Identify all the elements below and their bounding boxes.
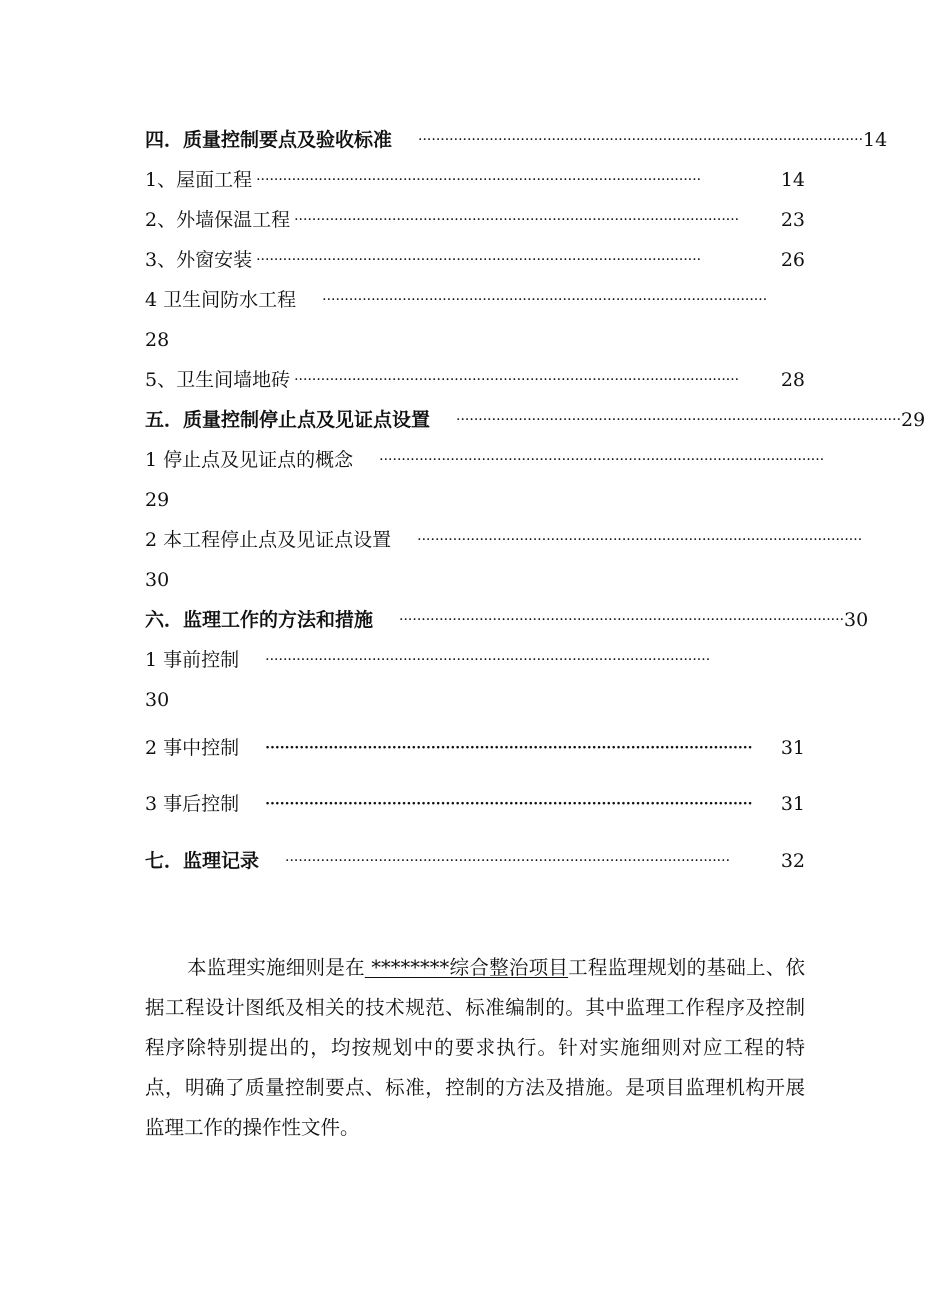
toc-leader-dots: ····································································································: [294, 212, 740, 228]
toc-entry-page: 30: [145, 689, 170, 711]
toc-leader-dots: ····································································································: [256, 172, 702, 188]
toc-entry[interactable]: [145, 360, 805, 400]
toc-leader-dots: ····································································································: [256, 252, 702, 268]
toc-entry-page: 26: [780, 249, 805, 271]
toc-entry-page: 14: [863, 129, 888, 151]
toc-entry[interactable]: [145, 280, 805, 320]
toc-entry-title: 4 卫生间防水工程: [145, 289, 297, 311]
toc-entry-title: 3 事后控制: [145, 793, 240, 815]
toc-entry-title: 2、外墙保温工程: [145, 209, 291, 231]
toc-entry[interactable]: [145, 600, 869, 640]
toc-entry-page: 30: [844, 609, 869, 631]
toc-entry-page: 31: [780, 793, 805, 815]
toc-entry-title: 2 事中控制: [145, 737, 240, 759]
toc-entry-title: 1 事前控制: [145, 649, 240, 671]
toc-entry-page: 30: [145, 569, 170, 591]
toc-entry-title: 五．质量控制停止点及见证点设置: [145, 409, 431, 431]
table-of-contents: [145, 120, 926, 890]
toc-leader-dots: ····································································································: [399, 612, 845, 628]
toc-entry-page: 32: [780, 850, 805, 872]
toc-leader-dots: ····································································································: [265, 796, 753, 812]
toc-entry[interactable]: [145, 640, 805, 680]
toc-entry-title: 5、卫生间墙地砖: [145, 369, 291, 391]
intro-text-rest: 工程监理规划的基础上、依据工程设计图纸及相关的技术规范、标准编制的。其中监理工作程序及控制程序除特别提出的，均按规划中的要求执行。针对实施细则对应工程的特点，明确了质量控制要点、标准，控制的方法及措施。是项目监理机构开展监理工作的操作性文件。: [145, 955, 805, 1139]
toc-entry[interactable]: [145, 160, 805, 200]
toc-leader-dots: ····································································································: [265, 652, 711, 668]
toc-entry[interactable]: [145, 520, 863, 560]
toc-entry[interactable]: [145, 240, 805, 280]
toc-leader-dots: ····································································································: [418, 132, 864, 148]
intro-paragraph: [145, 948, 805, 1148]
toc-leader-dots: ····································································································: [417, 532, 863, 548]
toc-leader-dots: ····································································································: [265, 740, 753, 756]
toc-entry-title: 3、外窗安装: [145, 249, 253, 271]
toc-entry[interactable]: [145, 400, 926, 440]
toc-entry-title: 七．监理记录: [145, 850, 260, 872]
toc-entry[interactable]: [145, 832, 805, 890]
toc-leader-dots: ····································································································: [285, 853, 731, 869]
toc-leader-dots: ····································································································: [294, 372, 740, 388]
toc-entry-page: 14: [780, 169, 805, 191]
intro-text-start: 本监理实施细则是在: [187, 955, 365, 979]
toc-leader-dots: ····································································································: [456, 412, 902, 428]
toc-entry-title: 六．监理工作的方法和措施: [145, 609, 374, 631]
toc-entry-title: 2 本工程停止点及见证点设置: [145, 529, 392, 551]
toc-entry-title: 四．质量控制要点及验收标准: [145, 129, 393, 151]
project-name: ********综合整治项目: [364, 955, 569, 979]
toc-entry-wrapped-page: [145, 680, 805, 720]
toc-leader-dots: ····································································································: [379, 452, 825, 468]
toc-entry[interactable]: [145, 120, 888, 160]
toc-entry-wrapped-page: [145, 320, 805, 360]
toc-entry-page: 31: [780, 737, 805, 759]
toc-entry-page: 29: [145, 489, 170, 511]
toc-entry-page: 28: [780, 369, 805, 391]
toc-entry[interactable]: [145, 200, 805, 240]
toc-entry-page: 23: [780, 209, 805, 231]
toc-entry-wrapped-page: [145, 480, 805, 520]
toc-entry[interactable]: [145, 440, 825, 480]
toc-leader-dots: ····································································································: [322, 292, 768, 308]
toc-entry-title: 1 停止点及见证点的概念: [145, 449, 354, 471]
toc-entry-page: 29: [901, 409, 926, 431]
toc-entry-wrapped-page: [145, 560, 805, 600]
toc-entry[interactable]: [145, 776, 805, 832]
toc-entry-title: 1、屋面工程: [145, 169, 253, 191]
toc-entry[interactable]: [145, 720, 805, 776]
toc-entry-page: 28: [145, 329, 170, 351]
